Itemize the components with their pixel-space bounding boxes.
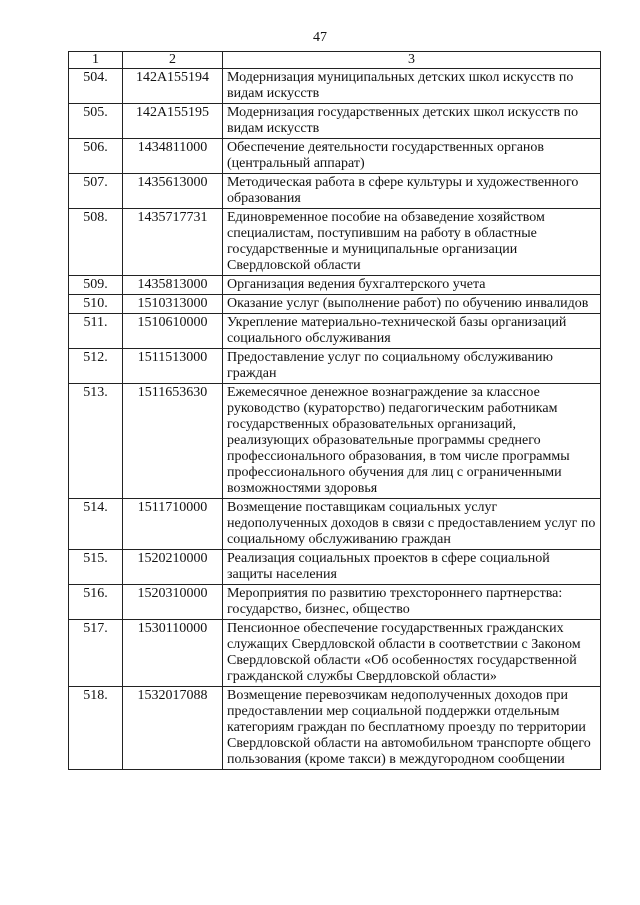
column-header-1: 1 <box>69 52 123 69</box>
item-name: Методическая работа в сфере культуры и художественного образования <box>223 174 601 209</box>
item-name: Пенсионное обеспечение государственных гражданских служащих Свердловской области в соответствии с Законом Свердловской области «Об особенностях государственной гражданской службы Свердловской области» <box>223 620 601 687</box>
table-row <box>69 585 601 620</box>
item-name: Мероприятия по развитию трехстороннего партнерства: государство, бизнес, общество <box>223 585 601 620</box>
budget-code: 1511513000 <box>123 349 223 384</box>
budget-code: 1511710000 <box>123 499 223 550</box>
table-row <box>69 314 601 349</box>
budget-code: 142A155195 <box>123 104 223 139</box>
table-row <box>69 620 601 687</box>
row-number: 506. <box>69 139 123 174</box>
budget-code: 1510610000 <box>123 314 223 349</box>
budget-code: 1435813000 <box>123 276 223 295</box>
table-row <box>69 499 601 550</box>
table-row <box>69 69 601 104</box>
item-name: Ежемесячное денежное вознаграждение за классное руководство (кураторство) педагогическим работникам государственных образовательных организаций, реализующих образовательные программы среднего профессионального образования, в том числе программы профессионального обучения для лиц с ограниченными возможностями здоровья <box>223 384 601 499</box>
table-body <box>69 69 601 770</box>
budget-code: 1435613000 <box>123 174 223 209</box>
row-number: 513. <box>69 384 123 499</box>
table-row <box>69 349 601 384</box>
item-name: Укрепление материально-технической базы организаций социального обслуживания <box>223 314 601 349</box>
row-number: 504. <box>69 69 123 104</box>
item-name: Предоставление услуг по социальному обслуживанию граждан <box>223 349 601 384</box>
table-row <box>69 104 601 139</box>
budget-code: 1520210000 <box>123 550 223 585</box>
budget-code: 1530110000 <box>123 620 223 687</box>
row-number: 514. <box>69 499 123 550</box>
row-number: 509. <box>69 276 123 295</box>
budget-code: 1510313000 <box>123 295 223 314</box>
budget-codes-table <box>68 51 601 770</box>
item-name: Единовременное пособие на обзаведение хозяйством специалистам, поступившим на работу в областные государственные и муниципальные организации Свердловской области <box>223 209 601 276</box>
table-row <box>69 295 601 314</box>
budget-code: 1520310000 <box>123 585 223 620</box>
item-name: Модернизация государственных детских школ искусств по видам искусств <box>223 104 601 139</box>
table-row <box>69 687 601 770</box>
row-number: 516. <box>69 585 123 620</box>
table-row <box>69 209 601 276</box>
table-row <box>69 384 601 499</box>
row-number: 518. <box>69 687 123 770</box>
budget-code: 142A155194 <box>123 69 223 104</box>
item-name: Модернизация муниципальных детских школ искусств по видам искусств <box>223 69 601 104</box>
table-row <box>69 174 601 209</box>
row-number: 505. <box>69 104 123 139</box>
item-name: Возмещение поставщикам социальных услуг недополученных доходов в связи с предоставлением услуг по социальному обслуживанию граждан <box>223 499 601 550</box>
item-name: Оказание услуг (выполнение работ) по обучению инвалидов <box>223 295 601 314</box>
row-number: 508. <box>69 209 123 276</box>
row-number: 517. <box>69 620 123 687</box>
table-row <box>69 276 601 295</box>
budget-code: 1435717731 <box>123 209 223 276</box>
budget-code: 1511653630 <box>123 384 223 499</box>
column-header-3: 3 <box>223 52 601 69</box>
budget-code: 1532017088 <box>123 687 223 770</box>
row-number: 515. <box>69 550 123 585</box>
budget-code: 1434811000 <box>123 139 223 174</box>
table-header <box>69 52 601 69</box>
row-number: 507. <box>69 174 123 209</box>
item-name: Организация ведения бухгалтерского учета <box>223 276 601 295</box>
row-number: 511. <box>69 314 123 349</box>
page-number: 47 <box>313 30 327 45</box>
row-number: 510. <box>69 295 123 314</box>
column-header-2: 2 <box>123 52 223 69</box>
row-number: 512. <box>69 349 123 384</box>
item-name: Реализация социальных проектов в сфере социальной защиты населения <box>223 550 601 585</box>
item-name: Возмещение перевозчикам недополученных доходов при предоставлении мер социальной поддержки отдельным категориям граждан по бесплатному проезду по территории Свердловской области на автомобильном транспорте общего пользования (кроме такси) в междугородном сообщении <box>223 687 601 770</box>
item-name: Обеспечение деятельности государственных органов (центральный аппарат) <box>223 139 601 174</box>
table-row <box>69 550 601 585</box>
table-row <box>69 139 601 174</box>
